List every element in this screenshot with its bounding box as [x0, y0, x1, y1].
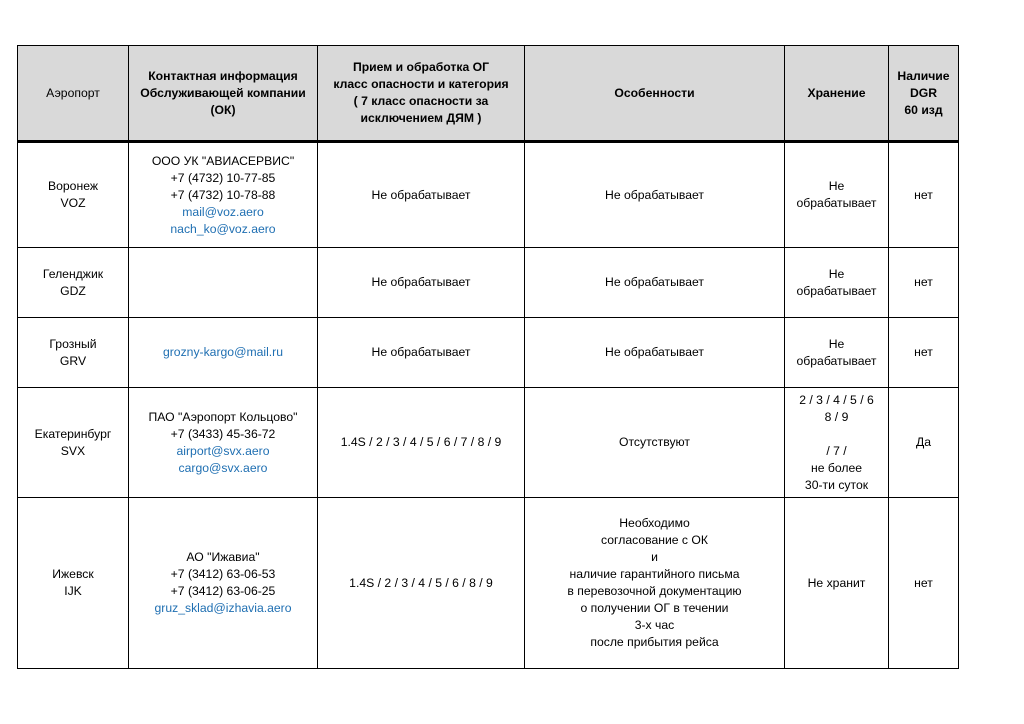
storage-line	[789, 426, 884, 443]
airport-code: SVX	[60, 443, 86, 458]
airport-city: Геленджик	[42, 266, 104, 281]
airport-code: GRV	[59, 353, 87, 368]
handling-cell	[318, 142, 525, 248]
features-line: 3-х час	[634, 618, 675, 632]
airport-cell	[18, 498, 129, 669]
header-contact	[129, 46, 318, 142]
phone-number: +7 (4732) 10-77-85	[170, 170, 276, 185]
features-line: наличие гарантийного письма	[569, 567, 740, 581]
dgr-cell	[889, 318, 959, 388]
handling-cell	[318, 498, 525, 669]
phone-number: +7 (3412) 63-06-53	[170, 567, 276, 581]
dgr-cell	[889, 498, 959, 669]
contact-cell	[129, 498, 318, 669]
features-line: Необходимо	[619, 516, 690, 530]
dangerous-goods-table	[17, 45, 959, 669]
features-cell	[525, 248, 785, 318]
storage-line: не более	[810, 460, 863, 475]
handling-value: Не обрабатывает	[371, 187, 471, 202]
airport-city: Ижевск	[52, 567, 94, 581]
header-contact-line: Обслуживающей компании	[140, 85, 306, 100]
header-handling-line: исключением ДЯМ )	[360, 111, 482, 125]
storage-line: 8 / 9	[824, 409, 849, 424]
storage-line: / 7 /	[826, 443, 847, 458]
features-line: Отсутствуют	[619, 435, 690, 449]
header-handling-line: Прием и обработка ОГ	[352, 60, 490, 74]
header-handling	[318, 46, 525, 142]
features-line: и	[651, 550, 658, 564]
storage-line: Не	[828, 179, 845, 193]
airport-city: Грозный	[49, 336, 97, 351]
airport-cell	[18, 318, 129, 388]
features-cell	[525, 498, 785, 669]
company-name: АО "Ижавиа"	[186, 550, 260, 564]
header-features-label: Особенности	[614, 85, 695, 100]
storage-line: обрабатывает	[796, 196, 877, 210]
dgr-value: нет	[914, 187, 933, 202]
features-line: в перевозочной документацию	[567, 584, 742, 598]
storage-cell	[785, 318, 889, 388]
dgr-value: нет	[914, 345, 933, 359]
features-line: Не обрабатывает	[605, 275, 704, 289]
header-contact-line: Контактная информация	[148, 68, 298, 83]
phone-number: +7 (3412) 63-06-25	[170, 584, 276, 598]
dgr-cell	[889, 388, 959, 498]
header-handling-line: ( 7 класс опасности за	[353, 94, 489, 108]
handling-value: Не обрабатывает	[371, 275, 471, 289]
storage-line: обрабатывает	[796, 283, 877, 298]
header-handling-line: класс опасности и категория	[333, 77, 509, 91]
features-cell	[525, 318, 785, 388]
handling-value: Не обрабатывает	[371, 345, 471, 359]
contact-cell	[129, 388, 318, 498]
header-dgr-line: Наличие	[897, 68, 950, 83]
header-dgr	[889, 46, 959, 142]
airport-city: Воронеж	[48, 179, 98, 193]
table-row	[18, 498, 959, 669]
features-line: о получении ОГ в течении	[580, 601, 729, 615]
handling-cell	[318, 318, 525, 388]
table-row	[18, 142, 959, 248]
company-name: ПАО "Аэропорт Кольцово"	[148, 409, 298, 424]
airport-code: VOZ	[60, 196, 86, 210]
storage-cell	[785, 498, 889, 669]
header-features	[525, 46, 785, 142]
storage-cell	[785, 142, 889, 248]
storage-line: Не	[828, 336, 845, 351]
header-row	[18, 46, 959, 142]
email-link[interactable]: nach_ko@voz.aero	[170, 221, 276, 236]
header-airport-label: Аэропорт	[46, 85, 100, 100]
storage-cell	[785, 248, 889, 318]
dgr-value: нет	[914, 275, 933, 289]
email-link[interactable]: mail@voz.aero	[182, 204, 264, 219]
features-line: Не обрабатывает	[605, 345, 704, 359]
table-row	[18, 248, 959, 318]
phone-number: +7 (4732) 10-78-88	[170, 187, 276, 202]
header-dgr-line: DGR	[909, 85, 938, 100]
features-cell	[525, 388, 785, 498]
airport-cell	[18, 142, 129, 248]
storage-line: обрабатывает	[796, 353, 877, 368]
header-storage	[785, 46, 889, 142]
storage-line: 30-ти суток	[804, 477, 869, 492]
dgr-value: нет	[914, 575, 933, 590]
company-name: ООО УК "АВИАСЕРВИС"	[151, 153, 295, 168]
header-dgr-line: 60 изд	[904, 102, 943, 117]
airport-city: Екатеринбург	[34, 426, 112, 441]
handling-value: 1.4S / 2 / 3 / 4 / 5 / 6 / 8 / 9	[349, 575, 493, 590]
email-link[interactable]: grozny-kargo@mail.ru	[162, 345, 284, 359]
airport-code: IJK	[64, 584, 82, 598]
dgr-value: Да	[915, 435, 932, 449]
dgr-cell	[889, 142, 959, 248]
airport-code: GDZ	[60, 283, 86, 298]
phone-number: +7 (3433) 45-36-72	[170, 426, 276, 441]
storage-line: 2 / 3 / 4 / 5 / 6	[799, 392, 874, 407]
handling-cell	[318, 388, 525, 498]
email-link[interactable]: gruz_sklad@izhavia.aero	[154, 601, 292, 615]
contact-cell	[129, 318, 318, 388]
header-airport	[18, 46, 129, 142]
storage-cell	[785, 388, 889, 498]
storage-line: Не	[828, 266, 845, 281]
airport-cell	[18, 248, 129, 318]
table-row	[18, 388, 959, 498]
header-storage-label: Хранение	[807, 85, 866, 100]
handling-cell	[318, 248, 525, 318]
dgr-cell	[889, 248, 959, 318]
email-link[interactable]: cargo@svx.aero	[178, 460, 268, 475]
contact-cell	[129, 248, 318, 318]
features-cell	[525, 142, 785, 248]
table-row	[18, 318, 959, 388]
handling-value: 1.4S / 2 / 3 / 4 / 5 / 6 / 7 / 8 / 9	[340, 435, 502, 449]
features-line: Не обрабатывает	[605, 187, 704, 202]
airport-cell	[18, 388, 129, 498]
contact-cell	[129, 142, 318, 248]
features-line: согласование с ОК	[601, 533, 708, 547]
header-contact-line: (ОК)	[210, 102, 236, 117]
storage-line: Не хранит	[807, 575, 866, 590]
features-line: после прибытия рейса	[590, 635, 719, 649]
email-link[interactable]: airport@svx.aero	[176, 443, 270, 458]
